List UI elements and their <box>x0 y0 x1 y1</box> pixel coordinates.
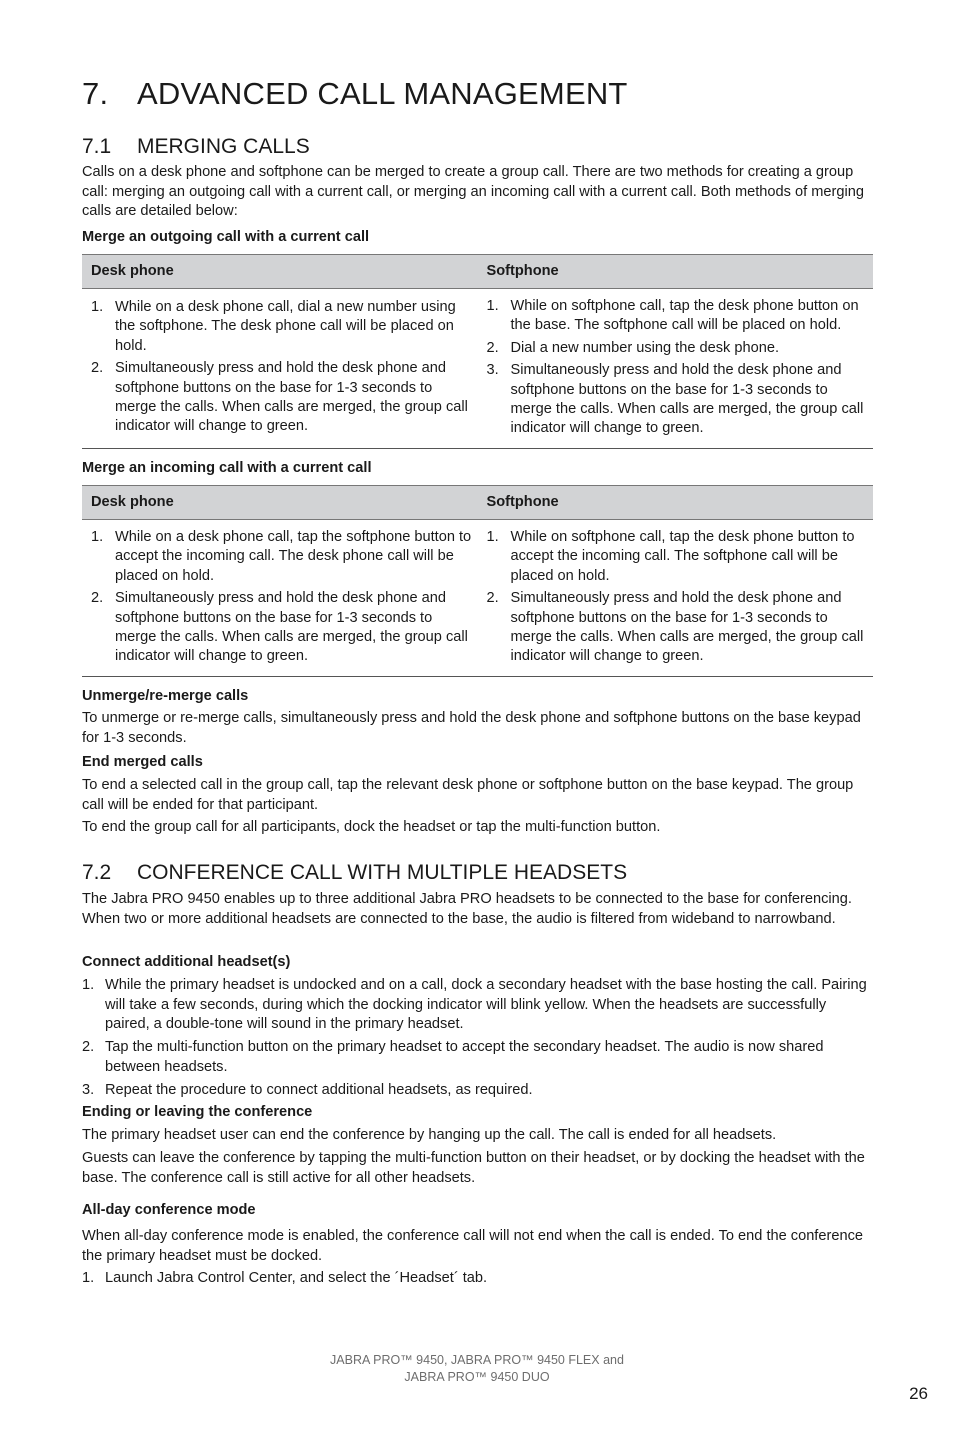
outgoing-table-header <box>82 254 873 289</box>
incoming-soft-col <box>478 528 874 670</box>
allday-steps <box>82 1269 873 1292</box>
ending-text-2: Guests can leave the conference by tapping the multi-function button on their headset, or by docking the headset with the base. The conference call is still active for all other headsets. <box>82 1150 865 1186</box>
list-item: 2. Dial a new number using the desk phone. <box>486 339 780 356</box>
ending-heading: Ending or leaving the conference <box>82 1104 313 1120</box>
outgoing-col-desk-header: Desk phone <box>91 263 174 279</box>
allday-text: When all-day conference mode is enabled, the conference call will not end when the call is ended. To end the conference the primary headset must be docked. <box>82 1228 863 1264</box>
list-item: 2. Simultaneously press and hold the desk phone and softphone buttons on the base for 1-3 seconds to merge the calls. When calls are merged, the group call indicator will change to green. <box>91 590 468 665</box>
list-item: 1. While the primary headset is undocked and on a call, dock a secondary headset with the base hosting the call. Pairing will take a few seconds, during which the docking indicator will blink yellow. When the headsets are successfully paired, a double-tone will sound in the primary headset. <box>82 977 867 1032</box>
end-merged-text-2: To end the group call for all participants, dock the headset or tap the multi-function button. <box>82 819 661 835</box>
unmerge-text: To unmerge or re-merge calls, simultaneously press and hold the desk phone and softphone buttons on the base keypad for 1-3 seconds. <box>82 710 861 746</box>
footer-line-1: JABRA PRO™ 9450, JABRA PRO™ 9450 FLEX and <box>330 1353 624 1367</box>
list-item: 2. Simultaneously press and hold the desk phone and softphone buttons on the base for 1-3 seconds to merge the calls. When calls are merged, the group call indicator will change to green. <box>486 590 864 665</box>
list-item: 1. While on a desk phone call, tap the softphone button to accept the incoming call. The desk phone call will be placed on hold. <box>91 529 472 584</box>
incoming-table <box>82 485 873 677</box>
list-item: 2. Tap the multi-function button on the primary headset to accept the secondary headset. The audio is now shared between headsets. <box>82 1039 824 1075</box>
conference-intro: The Jabra PRO 9450 enables up to three additional Jabra PRO headsets to be connected to the base for conferencing. When two or more additional headsets are connected to the base, the audio is filtered from wideband to narrowband. <box>82 891 852 927</box>
list-item: 3. Simultaneously press and hold the desk phone and softphone buttons on the base for 1-3 seconds to merge the calls. When calls are merged, the group call indicator will change to green. <box>486 362 864 437</box>
list-item: 1. While on softphone call, tap the desk phone button to accept the incoming call. The softphone call will be placed on hold. <box>486 529 855 584</box>
section-7-2-title: 7.2 CONFERENCE CALL WITH MULTIPLE HEADSETS <box>82 861 628 884</box>
list-item: 2. Simultaneously press and hold the desk phone and softphone buttons on the base for 1-3 seconds to merge the calls. When calls are merged, the group call indicator will change to green. <box>91 360 468 435</box>
end-merged-heading: End merged calls <box>82 754 203 770</box>
page-number: 26 <box>909 1384 928 1403</box>
outgoing-table <box>82 254 873 449</box>
outgoing-soft-col <box>478 297 874 442</box>
outgoing-heading: Merge an outgoing call with a current call <box>82 229 370 245</box>
list-item: 3. Repeat the procedure to connect additional headsets, as required. <box>82 1081 533 1098</box>
connect-steps <box>82 976 873 1104</box>
chapter-title: 7. ADVANCED CALL MANAGEMENT <box>82 76 628 111</box>
ending-text-1: The primary headset user can end the conference by hanging up the call. The call is ended for all headsets. <box>82 1127 777 1143</box>
unmerge-heading: Unmerge/re-merge calls <box>82 688 249 704</box>
end-merged-text-1: To end a selected call in the group call, tap the relevant desk phone or softphone button on the base keypad. The group call will be ended for that participant. <box>82 777 854 813</box>
incoming-table-header <box>82 485 873 520</box>
footer <box>0 1352 954 1386</box>
list-item: 1. While on a desk phone call, dial a new number using the softphone. The desk phone call will be placed on hold. <box>91 299 456 354</box>
section-7-1-title: 7.1 MERGING CALLS <box>82 135 310 158</box>
outgoing-col-soft-header: Softphone <box>486 263 559 279</box>
allday-heading: All-day conference mode <box>82 1202 256 1218</box>
merging-intro: Calls on a desk phone and softphone can be merged to create a group call. There are two methods for creating a group call: merging an outgoing call with a current call, or merging an incoming call with a current call. Both methods of merging calls are detailed below: <box>82 164 864 219</box>
footer-line-2: JABRA PRO™ 9450 DUO <box>404 1370 550 1384</box>
incoming-heading: Merge an incoming call with a current call <box>82 460 372 476</box>
incoming-desk-col <box>82 528 478 670</box>
list-item: 1. Launch Jabra Control Center, and select the ´Headset´ tab. <box>82 1270 488 1286</box>
connect-heading: Connect additional headset(s) <box>82 954 291 970</box>
incoming-col-desk-header: Desk phone <box>91 494 174 510</box>
incoming-col-soft-header: Softphone <box>486 494 559 510</box>
outgoing-desk-col <box>82 297 478 442</box>
list-item: 1. While on softphone call, tap the desk phone button on the base. The softphone call will be placed on hold. <box>486 298 859 334</box>
